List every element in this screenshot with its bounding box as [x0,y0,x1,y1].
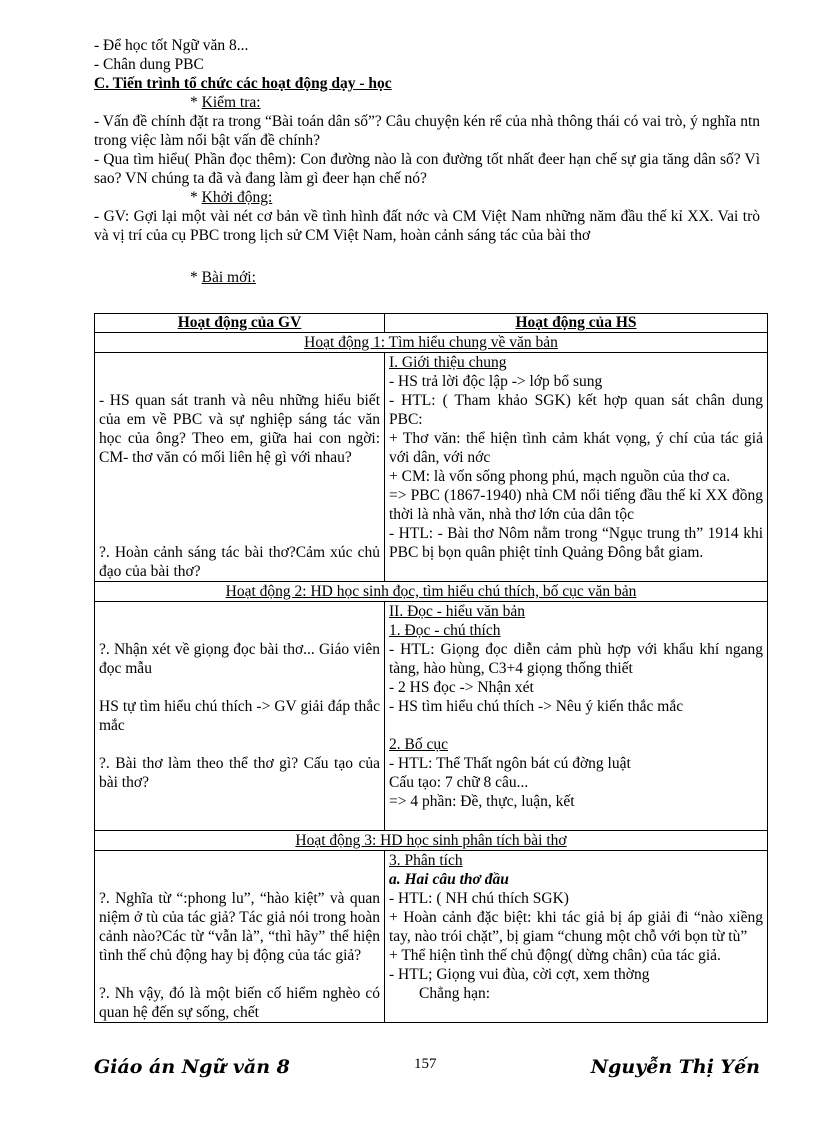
table-row [95,333,768,353]
footer-author: Nguyễn Thị Yến [590,1056,760,1078]
col-header-hs: Hoạt động của HS [385,314,768,333]
table-row [95,582,768,602]
page-number: 157 [414,1056,437,1072]
intro-item-2: - Chân dung PBC [94,56,204,73]
star-bullet: * [190,94,198,111]
table-row [95,602,768,831]
activity-table [94,313,768,1023]
page-footer [94,1056,760,1086]
table-row [95,851,768,1023]
gv-cell: ?. Nhận xét về giọng đọc bài thơ... Giáo viên đọc mẫu HS tự tìm hiểu chú thích -> GV giải đáp thắc mắc ?. Bài thơ làm theo thể thơ gì? Cấu tạo của bài thơ? [95,602,385,831]
document-body [94,36,760,287]
table-header-row [95,314,768,333]
activity-3-heading: Hoạt động 3: HD học sinh phân tích bài thơ [95,831,768,851]
hs-cell: II. Đọc - hiểu văn bản 1. Đọc - chú thích - HTL: Giọng đọc diễn cảm phù hợp với khẩu khí ngang tàng, hào hùng, C3+4 giọng thống thiết - 2 HS đọc -> Nhận xét - HS tìm hiểu chú thích -> Nêu ý kiến thắc mắc 2. Bố cục - HTL: Thể Thất ngôn bát cú đờng luật Cấu tạo: 7 chữ 8 câu... => 4 phần: Đề, thực, luận, kết [385,602,768,831]
gv-cell: - HS quan sát tranh và nêu những hiểu biết của em về PBC và sự nghiệp sáng tác văn học của ông? Theo em, giữa hai con ngời: CM- thơ văn có mối liên hệ gì với nhau? ?. Hoàn cảnh sáng tác bài thơ?Cảm xúc chủ đạo của bài thơ? [95,353,385,582]
gv-cell: ?. Nghĩa từ “:phong lu”, “hào kiệt” và quan niệm ở tù của tác giả? Tác giả nói trong hoàn cảnh nào?Các từ “vẫn là”, “thì hãy” thể hiện tình thế chủ động hay bị động của tác giả? ?. Nh vậy, đó là một biến cố hiểm nghèo có quan hệ đến sự sống, chết [95,851,385,1023]
kiemtra-question-1: - Vấn đề chính đặt ra trong “Bài toán dân số”? Câu chuyện kén rể của nhà thông thái có vai trò, ý nghĩa ntn trong việc làm nổi bật vấn đề chính? [94,113,760,149]
activity-2-heading: Hoạt động 2: HD học sinh đọc, tìm hiểu chú thích, bố cục văn bản [95,582,768,602]
activity-1-heading: Hoạt động 1: Tìm hiểu chung về văn bản [95,333,768,353]
table-row [95,353,768,582]
hs-cell: 3. Phân tích a. Hai câu thơ đầu - HTL: ( NH chú thích SGK) + Hoàn cảnh đặc biệt: khi tác giả bị áp giải đi “nào xiềng tay, nào trói chặt”, bị giam “chung một chỗ với bọn từ tù” + Thể hiện tình thế chủ động( dừng chân) của tác giả. - HTL; Giọng vui đùa, cời cợt, xem thờng Chẳng hạn: [385,851,768,1023]
table-row [95,831,768,851]
kiemtra-question-2: - Qua tìm hiểu( Phần đọc thêm): Con đường nào là con đường tốt nhất đeer hạn chế sự gia tăng dân số? Vì sao? VN chúng ta đã và đang làm gì đeer hạn chế nó? [94,151,760,187]
khoidong-text: - GV: Gợi lại một vài nét cơ bản về tình hình đất nớc và CM Việt Nam những năm đầu thế kỉ XX. Vai trò và vị trí của cụ PBC trong lịch sử CM Việt Nam, hoàn cảnh sáng tác của bài thơ [94,208,760,244]
kiemtra-heading: * Kiểm tra: [190,94,261,111]
footer-title: Giáo án Ngữ văn 8 [94,1056,290,1078]
intro-item-1: - Để học tốt Ngữ văn 8... [94,37,249,54]
section-c-heading: C. Tiến trình tổ chức các hoạt động dạy - học [94,75,392,92]
col-header-gv: Hoạt động của GV [95,314,385,333]
hs-cell: I. Giới thiệu chung - HS trả lời độc lập -> lớp bổ sung - HTL: ( Tham khảo SGK) kết hợp quan sát chân dung PBC: + Thơ văn: thể hiện tình cảm khát vọng, ý chí của tác giả với dân, với nớc + CM: là vốn sống phong phú, mạch nguồn của thơ ca. => PBC (1867-1940) nhà CM nổi tiếng đầu thế kỉ XX đồng thời là nhà văn, nhà thơ lớn của dân tộc - HTL: - Bài thơ Nôm nằm trong “Ngục trung th” 1914 khi PBC bị bọn quân phiệt tỉnh Quảng Đông bắt giam. [385,353,768,582]
khoidong-heading: * Khởi động: [190,189,273,206]
baimoi-heading: * Bài mới: [190,269,256,286]
